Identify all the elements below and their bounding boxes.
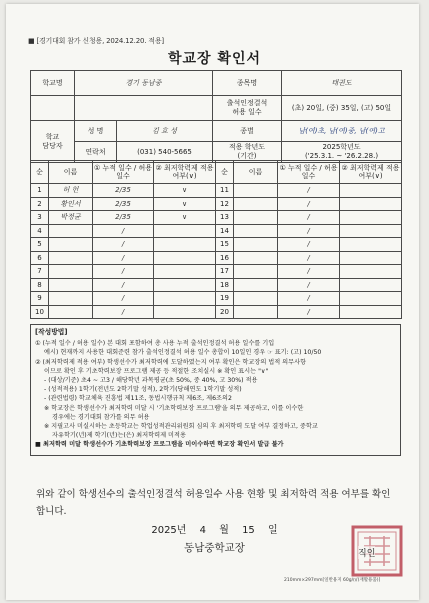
cell-right-name <box>234 238 278 252</box>
cell-right-name <box>234 211 278 225</box>
table-row <box>31 238 402 252</box>
cell-right-name <box>234 265 278 279</box>
note-warning-line: ■ 최저학력 미달 학생선수가 기초학력보장 프로그램을 미이수하면 학교장 확인서 발급 불가 <box>35 441 284 449</box>
cell-right-count: / <box>278 184 340 198</box>
cell-left-no: 10 <box>31 305 49 319</box>
gender-label: 종별 <box>213 121 282 142</box>
apply-value-1: 2025학년도 <box>322 143 361 151</box>
cell-left-name <box>49 238 93 252</box>
cell-left-no: 7 <box>31 265 49 279</box>
cell-right-min <box>340 251 402 265</box>
school-value: 경기 동남중 <box>75 71 213 96</box>
cell-right-min <box>340 197 402 211</box>
table-row <box>31 251 402 265</box>
cell-right-no: 12 <box>216 197 234 211</box>
table-row <box>31 197 402 211</box>
cell-right-min <box>340 184 402 198</box>
cell-right-name <box>234 197 278 211</box>
note-line: - (대상/기준) 초4 ~ 고3 / 해당학년 과목평균(초 50%, 중 40%, 고 30%) 적용 <box>44 377 258 385</box>
name-value: 김 효 성 <box>117 121 213 142</box>
cell-right-count: / <box>278 238 340 252</box>
student-list-table <box>30 160 402 319</box>
blank-cell <box>31 96 75 121</box>
apply-label-1: 적용 학년도 <box>228 143 266 151</box>
seal-label: 직인 <box>358 546 375 559</box>
cell-left-min <box>154 305 216 319</box>
cell-left-count: / <box>93 251 154 265</box>
cell-right-no: 15 <box>216 238 234 252</box>
cell-right-count: / <box>278 278 340 292</box>
attendance-label-2: 허용 일수 <box>232 108 262 116</box>
note-line: 경우에는 경기대회 참가를 의무 허용 <box>52 413 150 421</box>
school-principal-name: 동남중학교장 <box>184 542 245 554</box>
cell-right-count: / <box>278 305 340 319</box>
cell-right-name <box>234 292 278 306</box>
cell-left-min <box>154 278 216 292</box>
cell-right-no: 16 <box>216 251 234 265</box>
attendance-value: (초) 20일, (중) 35일, (고) 50일 <box>282 96 402 121</box>
date-year: 2025년 <box>151 525 187 536</box>
cell-left-min <box>154 251 216 265</box>
note-line: - (성적적용) 1학기(전년도 2학기말 성적), 2학기(당해연도 1학기말 성적) <box>44 386 242 394</box>
cell-left-count: 2/35 <box>93 184 154 198</box>
writing-instructions <box>30 324 401 456</box>
note-line: 예시) 현재까지 사용한 대회준련 참가 출석인정결석 허용 일수 총합이 10일인 경우 ☞ 표기: (고) 10/50 <box>44 349 322 357</box>
cell-right-min <box>340 265 402 279</box>
manager-label-1: 학교 <box>45 132 60 141</box>
contact-label: 연락처 <box>75 142 117 163</box>
date-month: 4 <box>199 525 207 536</box>
paper-size-footnote: 210mm×297mm[일반용지 60g/㎡(재활용품)] <box>284 578 381 583</box>
cell-right-name <box>234 184 278 198</box>
cell-left-count: 2/35 <box>93 197 154 211</box>
cell-right-name <box>234 224 278 238</box>
cell-right-min <box>340 292 402 306</box>
blank-cell <box>75 96 213 121</box>
cell-left-no: 8 <box>31 278 49 292</box>
date-day: 15 <box>242 525 255 536</box>
cell-left-no: 4 <box>31 224 49 238</box>
cell-left-count: / <box>93 265 154 279</box>
table-row <box>31 184 402 198</box>
cell-left-count: / <box>93 292 154 306</box>
cell-left-count: / <box>93 305 154 319</box>
cell-left-count: / <box>93 238 154 252</box>
cell-right-no: 19 <box>216 292 234 306</box>
cell-left-min: ∨ <box>154 184 216 198</box>
cell-right-name <box>234 251 278 265</box>
cell-left-no: 6 <box>31 251 49 265</box>
cell-left-min: ∨ <box>154 197 216 211</box>
cell-right-no: 13 <box>216 211 234 225</box>
cell-left-name <box>49 278 93 292</box>
document-title: 학교장 확인서 <box>167 51 262 67</box>
notes-heading: [작성방법] <box>35 328 68 336</box>
cell-right-no: 14 <box>216 224 234 238</box>
cell-left-no: 9 <box>31 292 49 306</box>
note-line: ② (최저학력제 적용 여부) 학생선수가 최저학력에 도달하였는지 여부 확인은 학교장의 법적 의무사항 <box>35 358 307 366</box>
table-row <box>31 265 402 279</box>
cell-left-min <box>154 292 216 306</box>
cell-left-name <box>49 251 93 265</box>
cell-left-count: / <box>93 224 154 238</box>
cell-left-count: 2/35 <box>93 211 154 225</box>
cell-right-no: 17 <box>216 265 234 279</box>
col-no: 순 <box>31 161 49 184</box>
cell-left-min <box>154 265 216 279</box>
cell-left-name <box>49 224 93 238</box>
cell-left-min: ∨ <box>154 211 216 225</box>
col-no: 순 <box>216 161 234 184</box>
table-row <box>31 278 402 292</box>
cell-right-min <box>340 211 402 225</box>
cell-left-no: 5 <box>31 238 49 252</box>
cell-left-name <box>49 265 93 279</box>
table-row <box>31 211 402 225</box>
cell-left-name: 박정균 <box>49 211 93 225</box>
cell-right-count: / <box>278 211 340 225</box>
cell-left-name: 허 헌 <box>49 184 93 198</box>
manager-label-2: 담당자 <box>42 141 63 150</box>
apply-label-2: (기간) <box>237 152 257 160</box>
cell-right-count: / <box>278 292 340 306</box>
cell-right-name <box>234 278 278 292</box>
event-label: 종목명 <box>213 71 282 96</box>
declaration-text: 위와 같이 학생선수의 출석인정결석 허용일수 사용 현황 및 최저학력 적용 여부를 확인합니다. <box>36 489 391 517</box>
col-name: 이름 <box>234 161 278 184</box>
cell-right-min <box>340 238 402 252</box>
note-line: ① (누적 일수 / 허용 일수) 본 대회 포함하여 총 사용 누적 출석인정결석 허용 일수를 기입 <box>35 340 275 348</box>
note-line: ※ 지필고사 미실시하는 초등학교는 학업성적관리위원회 심의 후 최저학력 도달 여부 결정하고, 중학교 <box>44 423 318 431</box>
cell-left-name: 황인서 <box>49 197 93 211</box>
attendance-label-1: 출석인정결석 <box>226 99 268 107</box>
note-line: 이므로 확인 후 기초학력보장 프로그램 제공 등 적절한 조치실시 ※ 확인 표시는 "∨" <box>44 367 269 375</box>
cell-left-min <box>154 224 216 238</box>
cell-right-count: / <box>278 224 340 238</box>
cell-left-min <box>154 238 216 252</box>
apply-value-2: ('25.3.1. ~ '26.2.28.) <box>304 152 379 160</box>
event-value: 태권도 <box>282 71 402 96</box>
info-table <box>30 70 402 163</box>
col-name: 이름 <box>49 161 93 184</box>
gender-value: 남(여)초, 남(여)중, 남(여)고 <box>282 121 402 142</box>
note-line: - (관련법령) 학교체육 진흥법 제11조, 동법시행규칙 제6조, 제6조의2 <box>44 395 232 403</box>
cell-right-count: / <box>278 197 340 211</box>
cell-right-min <box>340 278 402 292</box>
cell-left-no: 3 <box>31 211 49 225</box>
date-day-unit: 일 <box>267 525 278 536</box>
col-min: ② 최저학력제 적용 여부(∨) <box>340 161 402 184</box>
table-row <box>31 305 402 319</box>
cell-right-count: / <box>278 251 340 265</box>
name-label: 성 명 <box>75 121 117 142</box>
cell-left-no: 1 <box>31 184 49 198</box>
note-line: ※ 학교장은 학생선수가 최저학력 미달 시 '기초학력보장 프로그램'을 의무 제공하고, 이를 이수한 <box>44 404 304 412</box>
cell-right-no: 11 <box>216 184 234 198</box>
col-count: ① 누적 일수 / 허용 일수 <box>93 161 154 184</box>
cell-left-name <box>49 305 93 319</box>
cell-right-min <box>340 224 402 238</box>
col-count: ① 누적 일수 / 허용 일수 <box>278 161 340 184</box>
cell-right-name <box>234 305 278 319</box>
col-min: ② 최저학력제 적용 여부(∨) <box>154 161 216 184</box>
cell-left-count: / <box>93 278 154 292</box>
cell-right-no: 20 <box>216 305 234 319</box>
table-row <box>31 292 402 306</box>
date-month-unit: 월 <box>219 525 229 536</box>
cell-right-count: / <box>278 265 340 279</box>
school-label: 학교명 <box>31 71 75 96</box>
form-header-note: ■ [경기대회 참가 신청용, 2024.12.20. 적용] <box>28 37 164 45</box>
table-row <box>31 224 402 238</box>
cell-left-no: 2 <box>31 197 49 211</box>
note-line: 자유학기(년)제 학기(년)는(은) 최저학력제 미적용 <box>52 432 186 440</box>
cell-right-no: 18 <box>216 278 234 292</box>
contact-value: (031) 540-5665 <box>117 142 213 163</box>
cell-right-min <box>340 305 402 319</box>
cell-left-name <box>49 292 93 306</box>
